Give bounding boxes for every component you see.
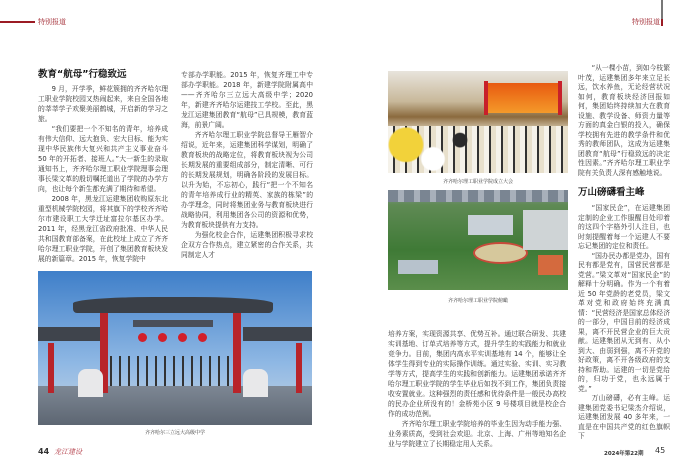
paragraph: “国家民企”，在运建集团定制的企业工作服醒目处印着的这四个字格外引人注目，也时刻提醒着每一个运建人不要忘记集团的定位和责任。 [578,204,670,250]
photo-caption: 齐齐哈尔理工职业学院俯瞰 [447,298,508,304]
paragraph: 齐齐哈尔理工职业学院总督导王雁智介绍说，近年来，运建集团科学谋划，明确了教育板块的战略定位，将教育板块视为公司长期发展的重要组成部分，制定清晰、可行的长期发展规划，明确各阶段的发展目标。以升为始，不忘初心，践行“把一个不知名的青年培养成行业的精英、家族的栋梁”的办学理念，同时将集团业务与教育板块进行战略协同，利用集团各公司的资源和优势，为教育板块提供有力支持。 [181,131,313,229]
campus-aerial-photo [388,190,568,290]
page-number-left: 44 [38,447,50,456]
paragraph: “我们要把一个不知名的青年，培养成有伟大信仰、远大抱负、宏大目标、能为实现中华民族伟大复兴和共产主义事业奋斗 50 年的开拓者、接班人。”大一新生的录取通知书上，齐齐哈尔理工职业学院理事会理事长梁文革的殷切嘱托道出了学院的办学方向，也让每个新生都充满了期待和希望。 [38,125,168,193]
paragraph: “从一棵小苗，到如今枝繁叶茂，运建集团多年来立足长远，饮水养鱼，无论经营状况如何，教育板块经济回报如何，集团始终持续加大在教育设施、教学设备、师资力量等方面的真金白银的投入，确保学校拥有先进的教学条件和优秀的教师团队，这成为运建集团教育“航母”行稳致远的决定性因素。”齐齐哈尔理工职业学院有关负责人深有感触地说。 [578,64,670,177]
paragraph: 万山磅礴，必有主峰。运建集团党委书记梁杰介绍说，运建集团发展 40 多年来，一直是在中国共产党的红色旗帜下 [578,394,670,440]
section-label-left: 特别报道 [38,18,66,26]
paragraph: “国办民办都是党办，国有民有都是党有，国营民营都是党营。”梁文革对“国家民企”的解释十分明确。作为一个有着近 50 年党龄的老党员，梁文革对党和政府始终充满真情：“民营经济是国家总体经济的一部分，中国目前的经济成果，离不开民营企业的巨大贡献。运建集团从无到有、从小到大、由弱到强，离不开党的好政策，离不开各级政府的支持和帮助。运建的一切是党给的，归功于党，也永远属于党。” [578,251,670,393]
founding-ceremony-photo [388,71,568,173]
article-bottom-block [388,329,566,449]
article-column-2 [181,70,313,260]
page-number-right: 45 [655,446,666,455]
issue-label: 2024年第22期 [604,451,644,457]
header-rule [0,21,35,23]
magazine-name: 龙江建设 [54,448,82,456]
article-side-column [578,64,670,442]
paragraph: 为强化校企合作，运建集团积极寻求校企双方合作热点，建立紧密的合作关系，共同制定人才 [181,231,313,259]
photo-caption: 齐齐哈尔理工职业学院成立大会 [442,179,513,185]
header-bar-accent [661,19,663,26]
article-column-1 [38,68,168,264]
school-gate-photo [38,271,312,425]
photo-caption: 齐齐哈尔三立远大高级中学 [144,430,205,436]
section-heading: 教育“航母”行稳致远 [38,69,127,80]
paragraph: 9 月，开学季，鲜花簇拥的齐齐哈尔理工职业学院校园又热闹起来，来自全国各地的莘莘学子欢聚美丽鹤城，开启新的学习之旅。 [38,85,168,123]
paragraph: 2008 年，黑龙江运建集团收购原东北重型机械学院校园，将其旗下的学校齐齐哈尔市建设职工大学迁址富拉尔基区办学。2011 年，经黑龙江省政府批准、中华人民共和国教育部备案，在此校址上成立了齐齐哈尔理工职业学院，开创了集团教育板块发展的新篇章。2015 年，恢复学院中 [38,195,168,263]
section-label-right: 特别报道 [632,18,660,26]
paragraph: 齐齐哈尔理工职业学院培养的毕业生因为动手能力强、业务素质高，受到社会欢迎。北京、上海、广州等地知名企业与学院建立了长期稳定用人关系。 [388,420,566,448]
section-heading: 万山磅礴看主峰 [578,187,645,198]
paragraph: 专部办学职能。2015 年，恢复齐理工中专部办学职能。2018 年，新建学院附属高中——齐齐哈尔三立远大高级中学；2020 年，新建齐齐哈尔运建技工学校。至此，黑龙江运建集团教育“航母”已具规模，教育蓝海，前景广阔。 [181,71,313,129]
paragraph: 培养方案，实现资源共享、优势互补。通过联合研发、共建实训基地、订单式培养等方式，提升学生的实践能力和就业竞争力。目前，集团内高水平实训基地有 14 个，能够让全体学生得到专业的实际操作训练。通过实验、实训、实习教学等方式，提高学生的实践和创新能力。运建集团承诺齐齐哈尔理工职业学院的学生毕业后如找不到工作，集团负责接收安置就业。这种强烈的责任感和优待条件是一般民办高校的民办企业所没有的！金桥苑小区 9 号楼项目就是校企合作的成功范例。 [388,330,566,418]
